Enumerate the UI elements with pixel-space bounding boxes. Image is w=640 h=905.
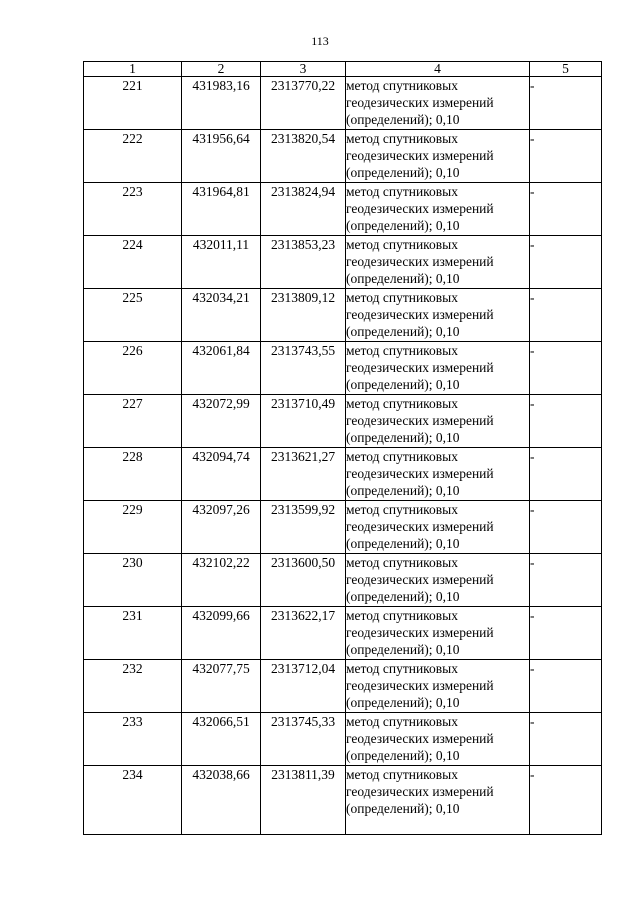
method-cell	[346, 448, 530, 501]
point-number-cell: 227	[84, 395, 182, 448]
method-line: метод спутниковых	[346, 767, 458, 782]
table-header-row	[84, 62, 602, 77]
method-line: геодезических измерений	[346, 678, 494, 693]
table-row	[84, 342, 602, 395]
x-coordinate-cell: 432072,99	[182, 395, 261, 448]
point-number-cell: 221	[84, 77, 182, 130]
note-cell: -	[530, 342, 602, 395]
method-line: геодезических измерений	[346, 413, 494, 428]
point-number-cell: 229	[84, 501, 182, 554]
x-coordinate-cell: 432066,51	[182, 713, 261, 766]
x-coordinate-cell: 432097,26	[182, 501, 261, 554]
point-number-cell: 225	[84, 289, 182, 342]
method-line: (определений); 0,10	[346, 165, 460, 180]
method-cell	[346, 77, 530, 130]
method-line: геодезических измерений	[346, 519, 494, 534]
method-line: геодезических измерений	[346, 307, 494, 322]
method-line: метод спутниковых	[346, 396, 458, 411]
table-row	[84, 501, 602, 554]
method-cell	[346, 713, 530, 766]
method-line: метод спутниковых	[346, 131, 458, 146]
method-line: (определений); 0,10	[346, 589, 460, 604]
table-row	[84, 395, 602, 448]
y-coordinate-cell: 2313600,50	[261, 554, 346, 607]
table-row	[84, 448, 602, 501]
method-cell	[346, 342, 530, 395]
note-cell: -	[530, 77, 602, 130]
y-coordinate-cell: 2313824,94	[261, 183, 346, 236]
point-number-cell: 228	[84, 448, 182, 501]
method-line: (определений); 0,10	[346, 112, 460, 127]
method-line: геодезических измерений	[346, 360, 494, 375]
note-cell: -	[530, 289, 602, 342]
method-line: геодезических измерений	[346, 731, 494, 746]
y-coordinate-cell: 2313820,54	[261, 130, 346, 183]
y-coordinate-cell: 2313770,22	[261, 77, 346, 130]
method-line: метод спутниковых	[346, 237, 458, 252]
column-header-5: 5	[530, 62, 602, 77]
point-number-cell: 230	[84, 554, 182, 607]
note-cell: -	[530, 183, 602, 236]
method-line: (определений); 0,10	[346, 483, 460, 498]
note-cell: -	[530, 766, 602, 835]
point-number-cell: 222	[84, 130, 182, 183]
table-row	[84, 607, 602, 660]
method-line: (определений); 0,10	[346, 377, 460, 392]
note-cell: -	[530, 660, 602, 713]
method-line: (определений); 0,10	[346, 536, 460, 551]
x-coordinate-cell: 431964,81	[182, 183, 261, 236]
y-coordinate-cell: 2313809,12	[261, 289, 346, 342]
page-number: 113	[311, 34, 329, 48]
x-coordinate-cell: 432034,21	[182, 289, 261, 342]
method-line: (определений); 0,10	[346, 324, 460, 339]
x-coordinate-cell: 431983,16	[182, 77, 261, 130]
x-coordinate-cell: 432077,75	[182, 660, 261, 713]
method-cell	[346, 130, 530, 183]
method-line: геодезических измерений	[346, 466, 494, 481]
note-cell: -	[530, 554, 602, 607]
method-cell	[346, 289, 530, 342]
x-coordinate-cell: 431956,64	[182, 130, 261, 183]
table-row	[84, 130, 602, 183]
y-coordinate-cell: 2313853,23	[261, 236, 346, 289]
method-line: геодезических измерений	[346, 95, 494, 110]
y-coordinate-cell: 2313622,17	[261, 607, 346, 660]
method-line: (определений); 0,10	[346, 271, 460, 286]
y-coordinate-cell: 2313710,49	[261, 395, 346, 448]
column-header-3: 3	[261, 62, 346, 77]
method-line: метод спутниковых	[346, 449, 458, 464]
point-number-cell: 234	[84, 766, 182, 835]
method-cell	[346, 660, 530, 713]
note-cell: -	[530, 501, 602, 554]
point-number-cell: 231	[84, 607, 182, 660]
method-line: метод спутниковых	[346, 714, 458, 729]
note-cell: -	[530, 607, 602, 660]
x-coordinate-cell: 432102,22	[182, 554, 261, 607]
point-number-cell: 226	[84, 342, 182, 395]
point-number-cell: 232	[84, 660, 182, 713]
method-cell	[346, 607, 530, 660]
column-header-1: 1	[84, 62, 182, 77]
method-line: метод спутниковых	[346, 343, 458, 358]
method-line: метод спутниковых	[346, 502, 458, 517]
y-coordinate-cell: 2313621,27	[261, 448, 346, 501]
method-cell	[346, 236, 530, 289]
x-coordinate-cell: 432038,66	[182, 766, 261, 835]
point-number-cell: 223	[84, 183, 182, 236]
method-line: (определений); 0,10	[346, 430, 460, 445]
method-cell	[346, 501, 530, 554]
method-cell	[346, 766, 530, 835]
method-line: геодезических измерений	[346, 572, 494, 587]
method-line: (определений); 0,10	[346, 642, 460, 657]
note-cell: -	[530, 713, 602, 766]
method-line: метод спутниковых	[346, 78, 458, 93]
method-line: геодезических измерений	[346, 201, 494, 216]
method-line: геодезических измерений	[346, 625, 494, 640]
method-line: метод спутниковых	[346, 608, 458, 623]
method-line: метод спутниковых	[346, 661, 458, 676]
point-number-cell: 233	[84, 713, 182, 766]
table-row	[84, 183, 602, 236]
method-line: метод спутниковых	[346, 184, 458, 199]
method-line: геодезических измерений	[346, 148, 494, 163]
method-cell	[346, 183, 530, 236]
x-coordinate-cell: 432011,11	[182, 236, 261, 289]
method-line: (определений); 0,10	[346, 748, 460, 763]
y-coordinate-cell: 2313743,55	[261, 342, 346, 395]
note-cell: -	[530, 448, 602, 501]
y-coordinate-cell: 2313811,39	[261, 766, 346, 835]
x-coordinate-cell: 432061,84	[182, 342, 261, 395]
x-coordinate-cell: 432094,74	[182, 448, 261, 501]
method-cell	[346, 554, 530, 607]
note-cell: -	[530, 236, 602, 289]
table-row	[84, 713, 602, 766]
method-line: метод спутниковых	[346, 290, 458, 305]
method-line: геодезических измерений	[346, 784, 494, 799]
table-row	[84, 766, 602, 835]
column-header-4: 4	[346, 62, 530, 77]
note-cell: -	[530, 130, 602, 183]
table-row	[84, 77, 602, 130]
method-line: (определений); 0,10	[346, 801, 460, 816]
point-number-cell: 224	[84, 236, 182, 289]
table-row	[84, 554, 602, 607]
table-row	[84, 660, 602, 713]
method-cell	[346, 395, 530, 448]
coordinates-table	[83, 61, 602, 835]
method-line: геодезических измерений	[346, 254, 494, 269]
x-coordinate-cell: 432099,66	[182, 607, 261, 660]
method-line: (определений); 0,10	[346, 695, 460, 710]
table-row	[84, 236, 602, 289]
method-line: (определений); 0,10	[346, 218, 460, 233]
table-row	[84, 289, 602, 342]
note-cell: -	[530, 395, 602, 448]
y-coordinate-cell: 2313599,92	[261, 501, 346, 554]
method-line: метод спутниковых	[346, 555, 458, 570]
y-coordinate-cell: 2313712,04	[261, 660, 346, 713]
y-coordinate-cell: 2313745,33	[261, 713, 346, 766]
column-header-2: 2	[182, 62, 261, 77]
